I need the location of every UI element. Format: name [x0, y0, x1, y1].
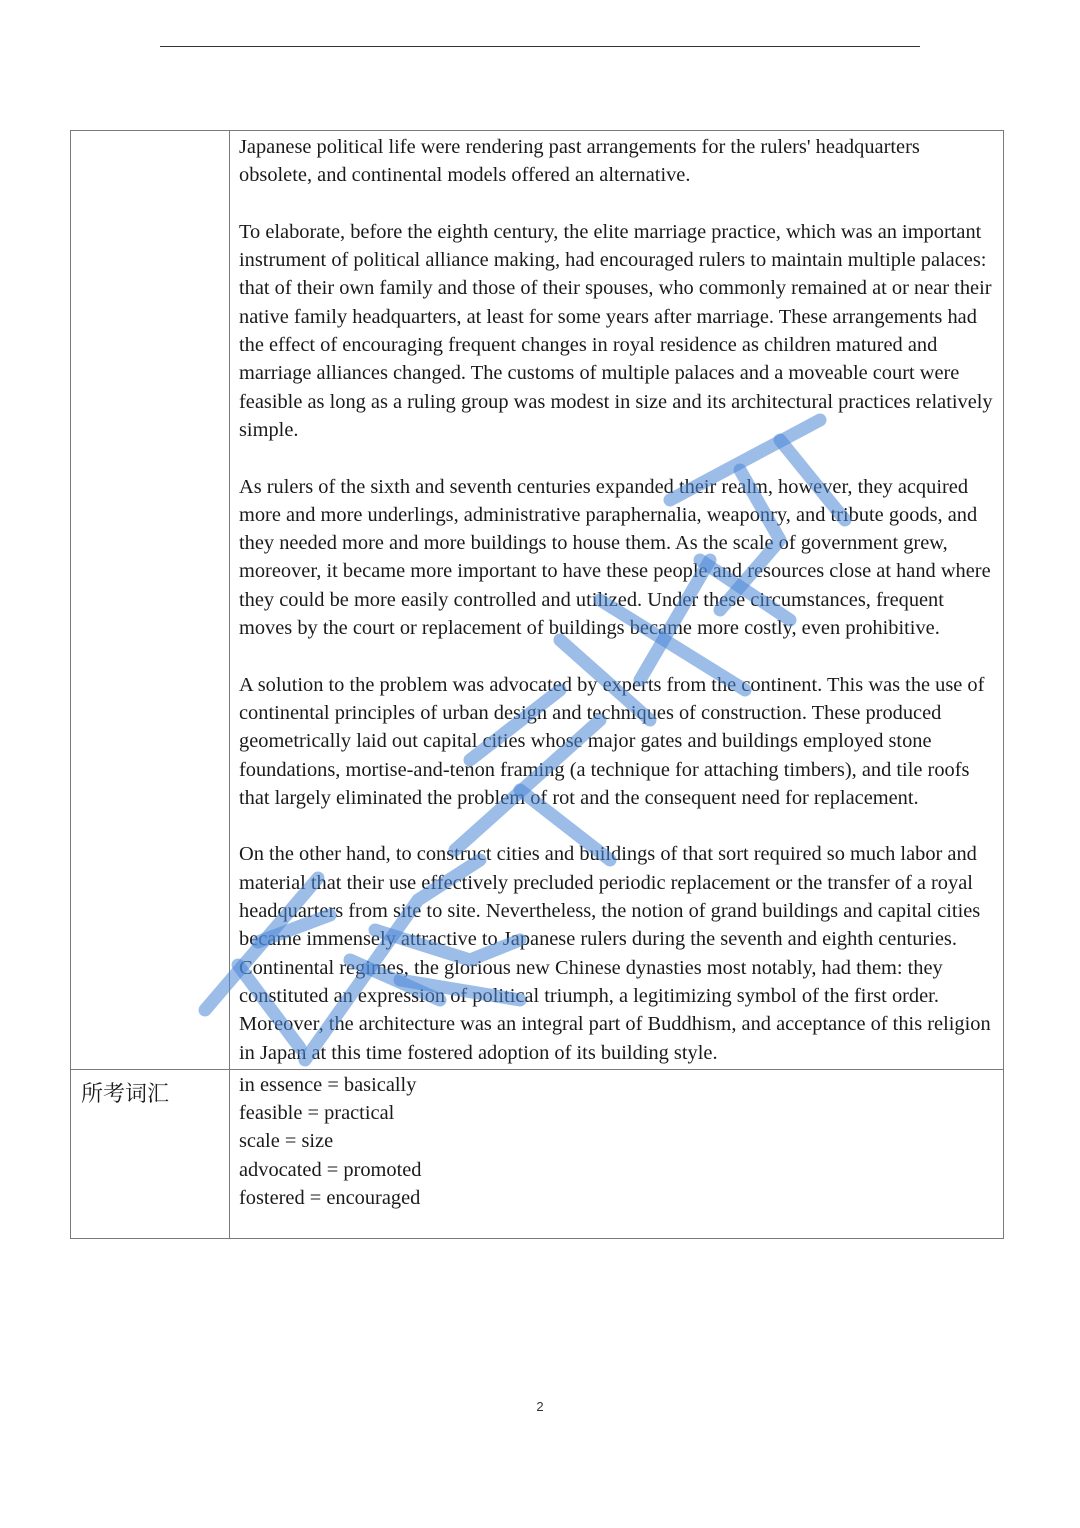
- passage-paragraph-4: A solution to the problem was advocated by experts from the continent. This was the use of continental principles of urban design and techniques of construction. These produced geometrically laid out capital cities whose major gates and buildings employed stone foundations, mortise-and-tenon framing (a technique for attaching timbers), and tile roofs that largely eliminated the problem of rot and the consequent need for replacement.: [239, 673, 985, 809]
- passage-paragraph-3: As rulers of the sixth and seventh centuries expanded their realm, however, they acquired more and more underlings, administrative paraphernalia, weaponry, and tribute goods, and they needed more and more buildings to house them. As the scale of government grew, moreover, it became more important to have these people and resources close at hand where they could be more easily controlled and utilized. Under these circumstances, frequent moves by the court or replacement of buildings became more costly, even prohibitive.: [239, 475, 991, 640]
- vocabulary-item-2: feasible = practical: [239, 1102, 395, 1125]
- passage-table: [70, 130, 1004, 1239]
- passage-paragraph-1: Japanese political life were rendering past arrangements for the rulers' headquarters obsolete, and continental models offered an alternative.: [239, 136, 920, 187]
- passage-text-cell: [230, 131, 1004, 1070]
- vocabulary-row: [71, 1069, 1004, 1238]
- vocabulary-list: [230, 1069, 1004, 1238]
- passage-row: [71, 131, 1004, 1070]
- vocabulary-label: 所考词汇: [71, 1069, 230, 1238]
- passage-paragraph-5: On the other hand, to construct cities and buildings of that sort required so much labor and material that their use effectively precluded periodic replacement or the transfer of a royal headquarters from site to site. Nevertheless, the notion of grand buildings and capital cities became immensely attractive to Japanese rulers during the seventh and eighth centuries. Continental regimes, the glorious new Chinese dynasties most notably, had them: they constituted an expression of political triumph, a legitimizing symbol of the first order. Moreover, the architecture was an integral part of Buddhism, and acceptance of this religion in Japan at this time fostered adoption of its building style.: [239, 843, 991, 1064]
- passage-label-cell: [71, 131, 230, 1070]
- vocabulary-item-3: scale = size: [239, 1130, 334, 1153]
- vocabulary-item-5: fostered = encouraged: [239, 1186, 421, 1209]
- vocabulary-item-4: advocated = promoted: [239, 1158, 422, 1181]
- header-rule: [160, 46, 920, 47]
- vocabulary-item-1: in essence = basically: [239, 1073, 417, 1096]
- page-number: 2: [536, 1399, 544, 1414]
- passage-paragraph-2: To elaborate, before the eighth century, the elite marriage practice, which was an important instrument of political alliance making, had encouraged rulers to maintain multiple palaces: that of their own family and those of their spouses, who commonly remained at or near their native family headquarters, at least for some years after marriage. These arrangements had the effect of encouraging frequent changes in royal residence as children matured and marriage alliances changed. The customs of multiple palaces and a moveable court were feasible as long as a ruling group was modest in size and its architectural practices relatively simple.: [239, 220, 993, 441]
